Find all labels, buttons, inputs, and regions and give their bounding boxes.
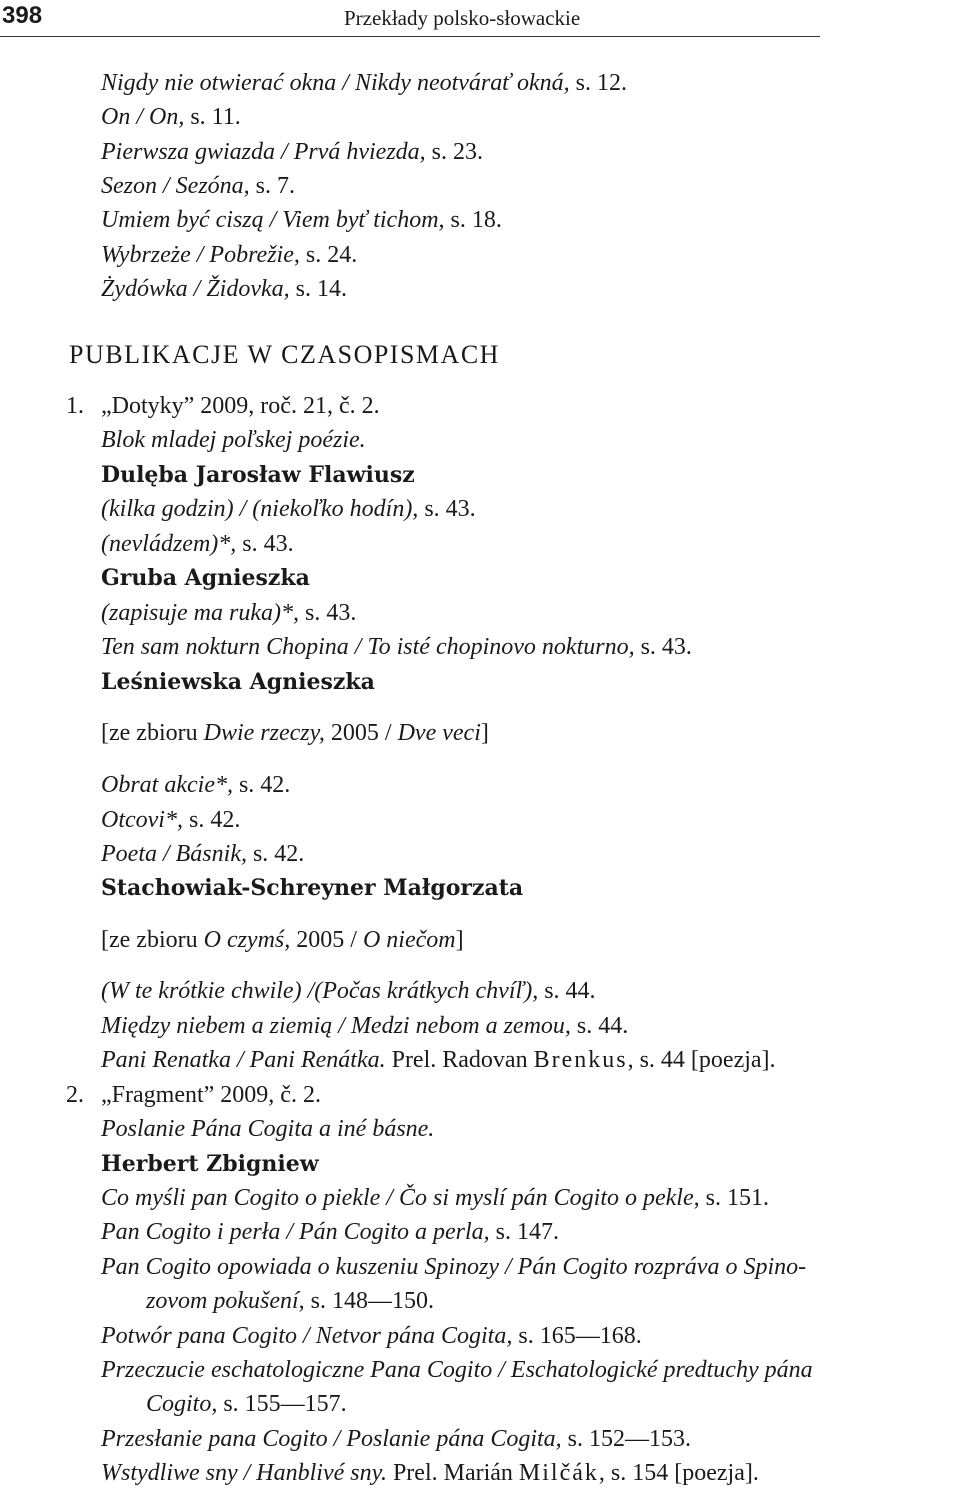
entry-line: Nigdy nie otwierać okna / Nikdy neotvárať okná, s. 12. (101, 70, 627, 96)
author-name: Dulęba Jarosław Flawiusz (101, 462, 415, 488)
entry-line: Obrat akcie*, s. 42. (101, 772, 291, 798)
author-name: Stachowiak-Schreyner Małgorzata (101, 875, 524, 901)
header-rule (0, 36, 820, 37)
author-name: Gruba Agnieszka (101, 565, 310, 591)
entry-line: Umiem być ciszą / Viem byť tichom, s. 18. (101, 207, 502, 233)
entry-number: 1. (66, 393, 84, 419)
collection-line: [ze zbioru O czymś, 2005 / O niečom] (101, 927, 464, 953)
entry-line: Sezon / Sezóna, s. 7. (101, 173, 295, 199)
entry-line: Pan Cogito i perła / Pán Cogito a perla, s. 147. (101, 1219, 560, 1245)
entry-line: Pierwsza gwiazda / Prvá hviezda, s. 23. (101, 139, 483, 165)
running-title: Przekłady polsko-słowackie (344, 6, 581, 30)
collection-line: [ze zbioru Dwie rzeczy, 2005 / Dve veci] (101, 720, 489, 746)
entry-line: (nevládzem)*, s. 43. (101, 531, 294, 557)
entry-line: Otcovi*, s. 42. (101, 807, 241, 833)
entry-line: Blok mladej poľskej poézie. (101, 427, 366, 453)
entry-line: Co myśli pan Cogito o piekle / Čo si myslí pán Cogito o pekle, s. 151. (101, 1185, 769, 1211)
journal-line: „Dotyky” 2009, roč. 21, č. 2. (101, 393, 380, 419)
entry-line: Między niebem a ziemią / Medzi nebom a zemou, s. 44. (101, 1013, 629, 1039)
entry-line: Ten sam nokturn Chopina / To isté chopinovo nokturno, s. 43. (101, 634, 692, 660)
entry-line: On / On, s. 11. (101, 104, 241, 130)
section-title: PUBLIKACJE W CZASOPISMACH (69, 340, 500, 369)
page-header (0, 0, 960, 40)
entry-line: Żydówka / Židovka, s. 14. (101, 276, 347, 302)
entry-line: Poeta / Básnik, s. 42. (101, 841, 305, 867)
entry-line: Wybrzeże / Pobrežie, s. 24. (101, 242, 358, 268)
entry-line: Poslanie Pána Cogita a iné básne. (101, 1116, 435, 1142)
entry-line: Cogito, s. 155—157. (146, 1391, 347, 1417)
entry-line: Wstydliwe sny / Hanblivé sny. Prel. Marián Milčák, s. 154 [poezja]. (101, 1460, 759, 1486)
entry-line: (zapisuje ma ruka)*, s. 43. (101, 600, 357, 626)
entry-line: Przeczucie eschatologiczne Pana Cogito / Eschatologické predtuchy pána (101, 1357, 813, 1383)
entry-number: 2. (66, 1082, 84, 1108)
author-name: Herbert Zbigniew (101, 1151, 319, 1177)
entry-line: Potwór pana Cogito / Netvor pána Cogita, s. 165—168. (101, 1323, 642, 1349)
entry-line: Pan Cogito opowiada o kuszeniu Spinozy / Pán Cogito rozpráva o Spino- (101, 1254, 807, 1280)
journal-line: „Fragment” 2009, č. 2. (101, 1082, 321, 1108)
entry-line: Przesłanie pana Cogito / Poslanie pána Cogita, s. 152—153. (101, 1426, 692, 1452)
page-number: 398 (2, 2, 43, 29)
author-name: Leśniewska Agnieszka (101, 669, 375, 695)
entry-line: (W te krótkie chwile) /(Počas krátkych chvíľ), s. 44. (101, 978, 596, 1004)
entry-line: zovom pokušení, s. 148—150. (146, 1288, 434, 1314)
entry-line: (kilka godzin) / (niekoľko hodín), s. 43. (101, 496, 476, 522)
entry-line: Pani Renatka / Pani Renátka. Prel. Radovan Brenkus, s. 44 [poezja]. (101, 1047, 776, 1073)
